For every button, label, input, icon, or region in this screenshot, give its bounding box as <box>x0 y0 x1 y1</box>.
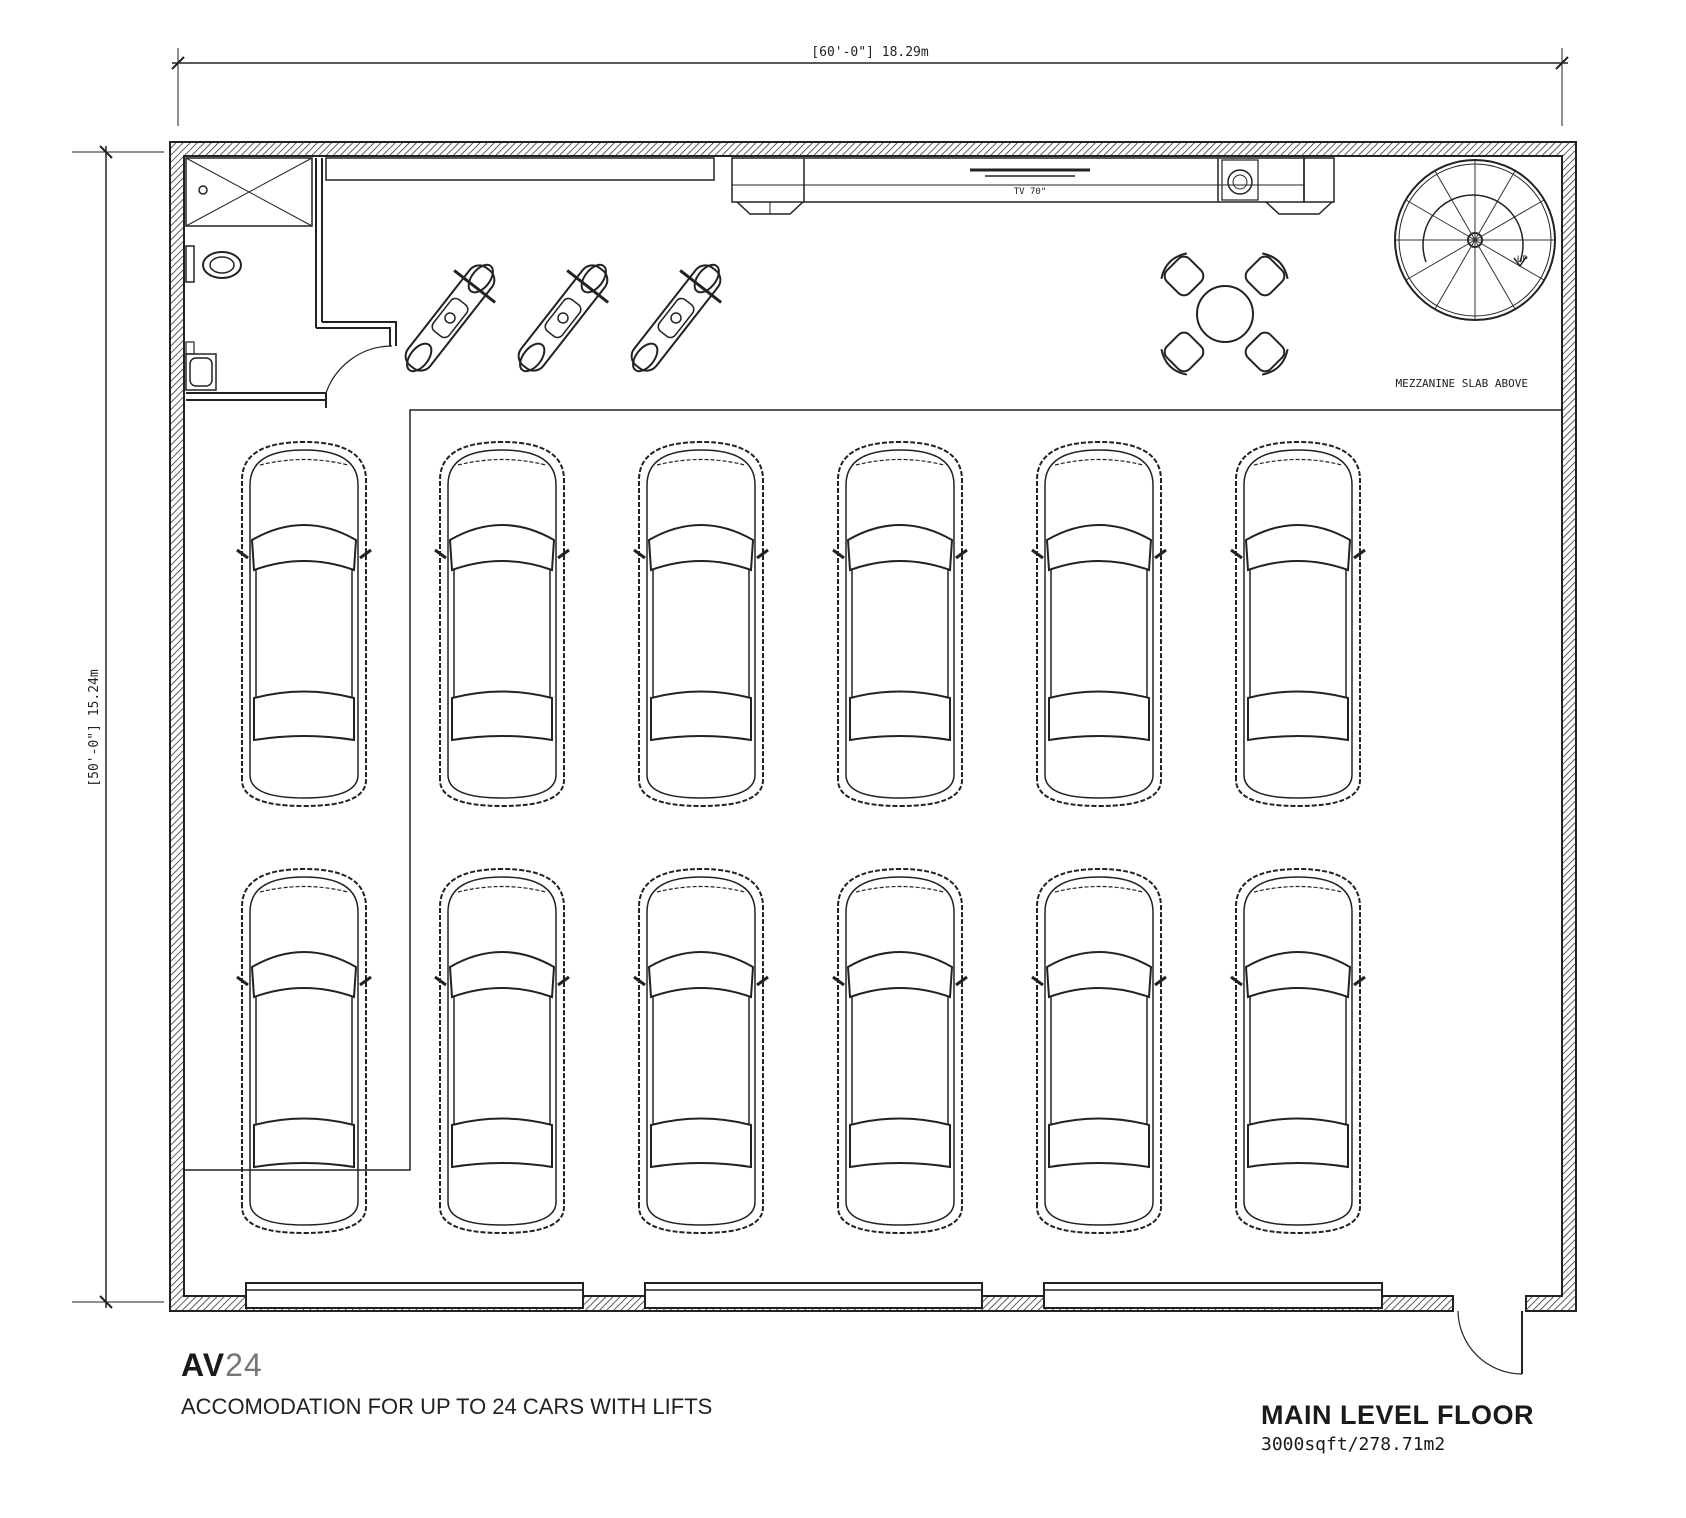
car <box>1228 867 1368 1237</box>
car <box>1029 440 1169 810</box>
car <box>432 440 572 810</box>
dimension-width <box>172 45 1568 126</box>
brand-bold: AV <box>181 1347 226 1383</box>
tagline: ACCOMODATION FOR UP TO 24 CARS WITH LIFTS <box>181 1394 713 1419</box>
entry-door <box>1458 1311 1522 1374</box>
exterior-walls <box>170 142 1576 1311</box>
dimension-width-label: [60'-0"] 18.29m <box>811 45 929 60</box>
car <box>432 867 572 1237</box>
floor-title: MAIN LEVEL FLOOR <box>1261 1400 1535 1430</box>
tv-label: TV 70" <box>1013 187 1047 197</box>
car <box>830 867 970 1237</box>
mezzanine-slab-line <box>184 377 1562 1170</box>
stair-up-label: UP <box>1517 255 1528 265</box>
counter <box>732 158 1334 214</box>
car <box>1228 440 1368 810</box>
car <box>631 867 771 1237</box>
wall-shelf <box>326 158 714 180</box>
garage-doors <box>246 1283 1382 1308</box>
motorcycles <box>389 250 737 386</box>
car <box>234 440 374 810</box>
car <box>830 440 970 810</box>
dimension-height-label: [50'-0"] 15.24m <box>87 669 102 787</box>
mezzanine-label: MEZZANINE SLAB ABOVE <box>1395 377 1528 390</box>
dining-table <box>1157 249 1292 379</box>
car <box>631 440 771 810</box>
spiral-staircase <box>1395 160 1555 320</box>
dimension-height <box>72 146 164 1308</box>
parking-row-1 <box>234 440 1368 810</box>
car <box>1029 867 1169 1237</box>
washroom <box>186 158 396 408</box>
brand-logo <box>181 1347 263 1384</box>
car <box>234 867 374 1237</box>
floor-area: 3000sqft/278.71m2 <box>1261 1434 1446 1455</box>
parking-row-2 <box>234 867 1368 1237</box>
brand-number: 24 <box>225 1347 263 1383</box>
